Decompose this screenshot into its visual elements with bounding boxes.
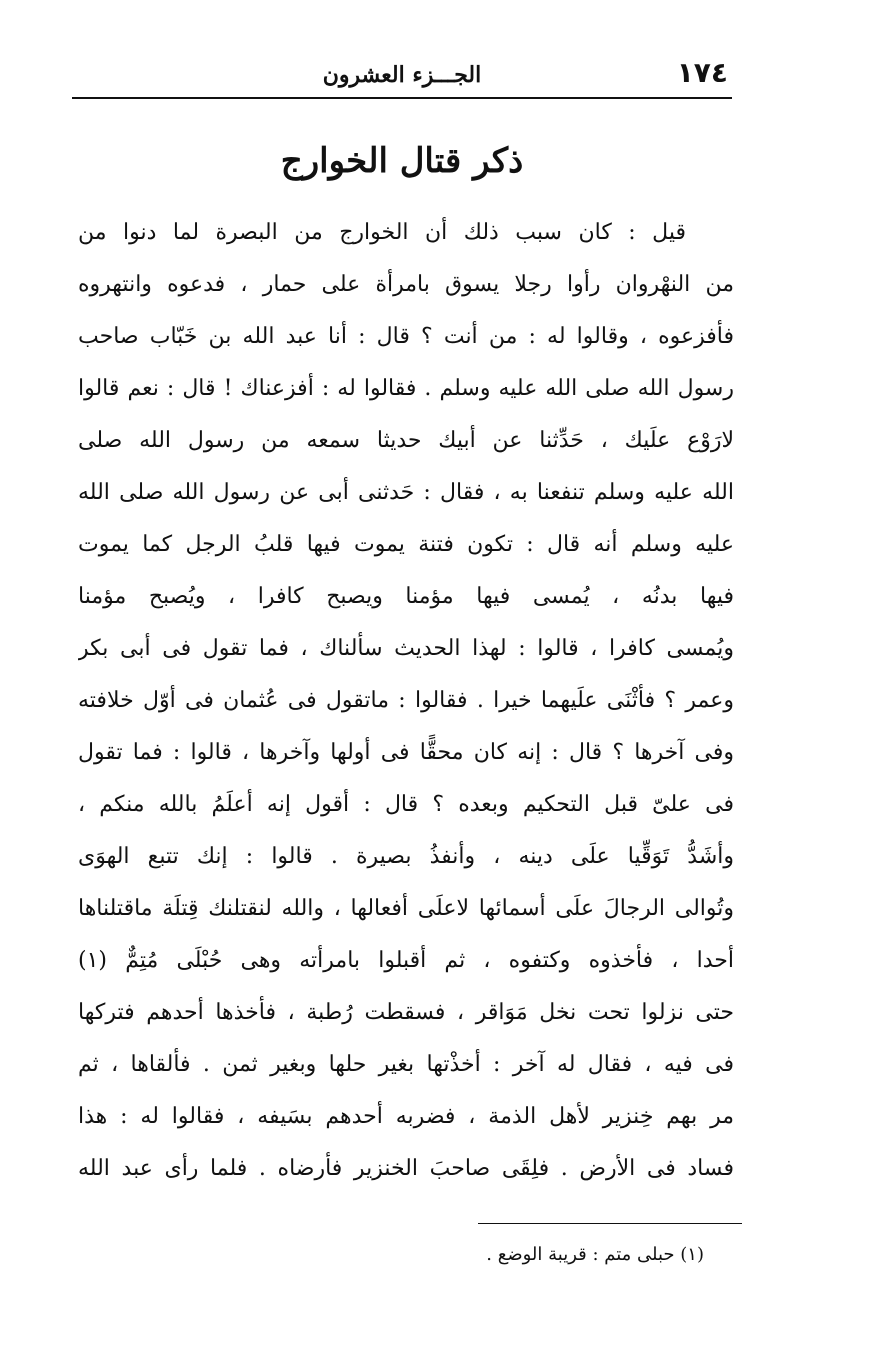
- text-line: قيل : كان سبب ذلك أن الخوارج من البصرة لما دنوا من: [78, 220, 686, 245]
- text-line: الله عليه وسلم تنفعنا به ، فقال : حَدثنى أبى عن رسول الله صلى الله: [78, 480, 734, 505]
- text-line: أحدا ، فأخذوه وكتفوه ، ثم أقبلوا بامرأته وهى حُبْلَى مُتِمٌّ (١): [78, 948, 734, 973]
- text-line: عليه وسلم أنه قال : تكون فتنة يموت فيها قلبُ الرجل كما يموت: [78, 532, 734, 557]
- running-head: [72, 52, 732, 96]
- text-line: فأفزعوه ، وقالوا له : من أنت ؟ قال : أنا عبد الله بن خَبّاب صاحب: [78, 324, 734, 349]
- header-rule: [72, 97, 732, 99]
- footnote: (١) حبلى متم : قريبة الوضع .: [486, 1244, 704, 1265]
- text-line: لارَوْع علَيك ، حَدِّثنا عن أبيك حديثا سمعه من رسول الله صلى: [78, 428, 734, 453]
- text-line: فيها بدنُه ، يُمسى فيها مؤمنا ويصبح كافرا ، ويُصبح مؤمنا: [78, 584, 734, 609]
- text-line: مر بهم خِنزير لأهل الذمة ، فضربه أحدهم بسَيفه ، فقالوا له : هذا: [78, 1104, 734, 1129]
- text-line: فساد فى الأرض . فلِقَى صاحبَ الخنزير فأرضاه . فلما رأى عبد الله: [78, 1156, 734, 1181]
- footnote-rule: [478, 1223, 742, 1224]
- text-line: فى علىّ قبل التحكيم وبعده ؟ قال : أقول إنه أعلَمُ بالله منكم ،: [78, 792, 734, 817]
- text-line: من النهْروان رأوا رجلا يسوق بامرأة على حمار ، فدعوه وانتهروه: [78, 272, 734, 297]
- text-line: وعمر ؟ فأثْنَى علَيهما خيرا . فقالوا : ماتقول فى عُثمان فى أوّل خلافته: [78, 688, 734, 713]
- body-text: [78, 207, 734, 1195]
- text-line: حتى نزلوا تحت نخل مَوَاقر ، فسقطت رُطبة ، فأخذها أحدهم فتركها: [78, 1000, 734, 1025]
- text-line: وتُوالى الرجالَ علَى أسمائها لاعلَى أفعالها ، والله لنقتلنك قِتلَة ماقتلناها: [78, 896, 734, 921]
- text-line: فى فيه ، فقال له آخر : أخذْتها بغير حلها وبغير ثمن . فألقاها ، ثم: [78, 1052, 734, 1077]
- text-line: ويُمسى كافرا ، قالوا : لهذا الحديث سألناك ، فما تقول فى أبى بكر: [78, 636, 734, 661]
- text-line: وفى آخرها ؟ قال : إنه كان محقًّا فى أولها وآخرها ، قالوا : فما تقول: [78, 740, 734, 765]
- page-number: ١٧٤: [676, 56, 728, 89]
- text-line: وأشَدُّ تَوَقِّيا علَى دينه ، وأنفذُ بصيرة . قالوا : إنك تتبع الهوَى: [78, 844, 734, 869]
- part-title: الجـــزء العشرون: [322, 62, 482, 88]
- text-line: رسول الله صلى الله عليه وسلم . فقالوا له : أفزعناك ! قال : نعم قالوا: [78, 376, 734, 401]
- chapter-title: ذكر قتال الخوارج: [280, 141, 524, 181]
